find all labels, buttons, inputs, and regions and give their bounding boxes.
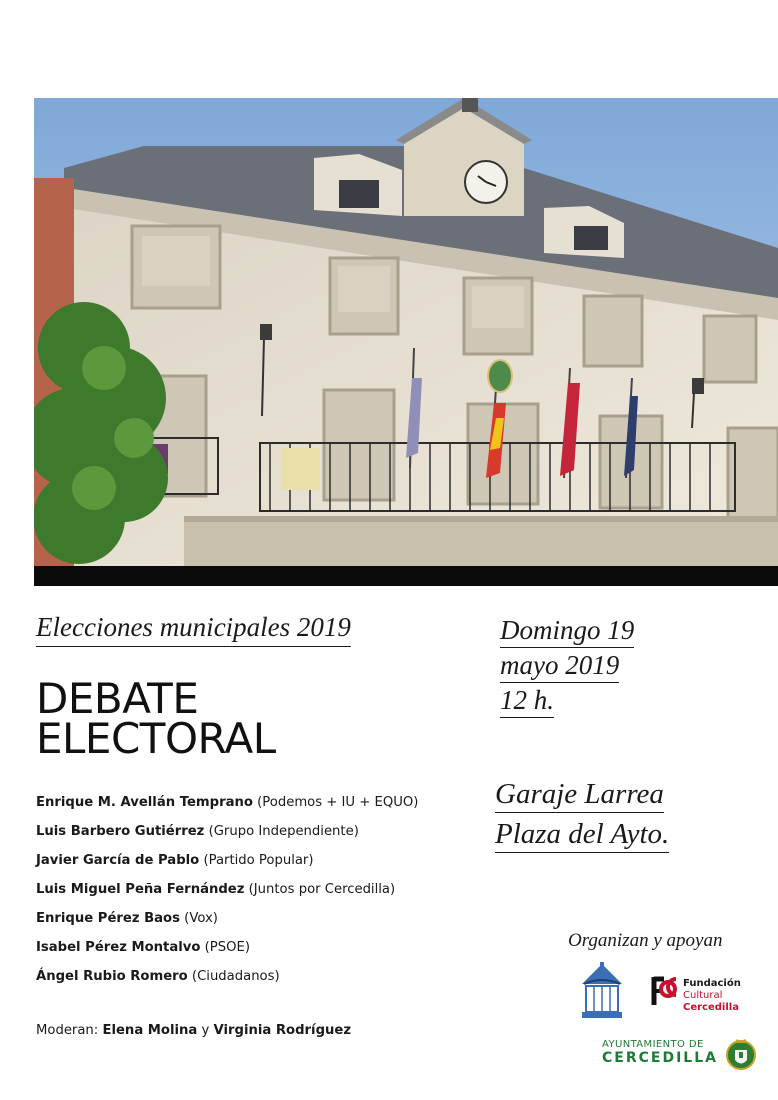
event-time: 12 h.	[500, 684, 554, 718]
candidate-name: Luis Barbero Gutiérrez	[36, 824, 205, 839]
moderators-label: Moderan:	[36, 1023, 99, 1038]
candidate-item	[36, 909, 418, 938]
event-date	[500, 614, 634, 719]
fundacion-line-2: Cultural	[683, 990, 723, 1001]
candidate-party: (Vox)	[184, 911, 218, 926]
title-line-1: DEBATE	[36, 674, 199, 723]
candidate-party: (Grupo Independiente)	[208, 824, 359, 839]
event-title	[36, 674, 276, 763]
candidate-name: Enrique M. Avellán Temprano	[36, 795, 253, 810]
town-hall-photo	[34, 98, 778, 586]
candidate-name: Javier García de Pablo	[36, 853, 200, 868]
title-line-2: ELECTORAL	[36, 714, 276, 763]
fundacion-logo-text	[683, 978, 741, 1014]
ayuntamiento-logo	[602, 1039, 718, 1066]
candidate-name: Luis Miguel Peña Fernández	[36, 882, 245, 897]
candidate-item	[36, 967, 418, 996]
candidate-item	[36, 851, 418, 880]
kiosk-logo	[578, 962, 626, 1027]
candidate-party: (Ciudadanos)	[191, 969, 280, 984]
ayto-line-2: CERCEDILLA	[602, 1050, 718, 1066]
candidate-item	[36, 822, 418, 851]
moderator-name-2: Virginia Rodríguez	[213, 1023, 352, 1038]
candidate-party: (Podemos + IU + EQUO)	[257, 795, 419, 810]
place-line-1: Garaje Larrea	[495, 776, 664, 813]
event-place	[495, 776, 669, 856]
moderator-name-1: Elena Molina	[102, 1023, 198, 1038]
candidate-party: (PSOE)	[204, 940, 250, 955]
candidate-party: (Juntos por Cercedilla)	[248, 882, 396, 897]
date-line-1: Domingo 19	[500, 614, 634, 648]
sponsors-heading: Organizan y apoyan	[568, 930, 723, 951]
candidate-item	[36, 880, 418, 909]
moderators-conj: y	[201, 1023, 210, 1038]
candidate-item	[36, 938, 418, 967]
ayto-line-1: AYUNTAMIENTO DE	[602, 1039, 704, 1050]
date-line-2: mayo 2019	[500, 649, 619, 683]
fundacion-line-1: Fundación	[683, 978, 741, 989]
candidate-name: Ángel Rubio Romero	[36, 969, 188, 984]
candidate-name: Enrique Pérez Baos	[36, 911, 180, 926]
place-line-2: Plaza del Ayto.	[495, 816, 669, 853]
candidate-list	[36, 793, 418, 996]
fundacion-logo-icon	[650, 975, 680, 1014]
candidate-item	[36, 793, 418, 822]
candidate-party: (Partido Popular)	[203, 853, 314, 868]
coat-of-arms-icon	[724, 1037, 758, 1076]
candidate-name: Isabel Pérez Montalvo	[36, 940, 201, 955]
moderators-line	[36, 1023, 351, 1038]
event-subtitle: Elecciones municipales 2019	[36, 612, 351, 647]
fundacion-line-3: Cercedilla	[683, 1002, 739, 1013]
